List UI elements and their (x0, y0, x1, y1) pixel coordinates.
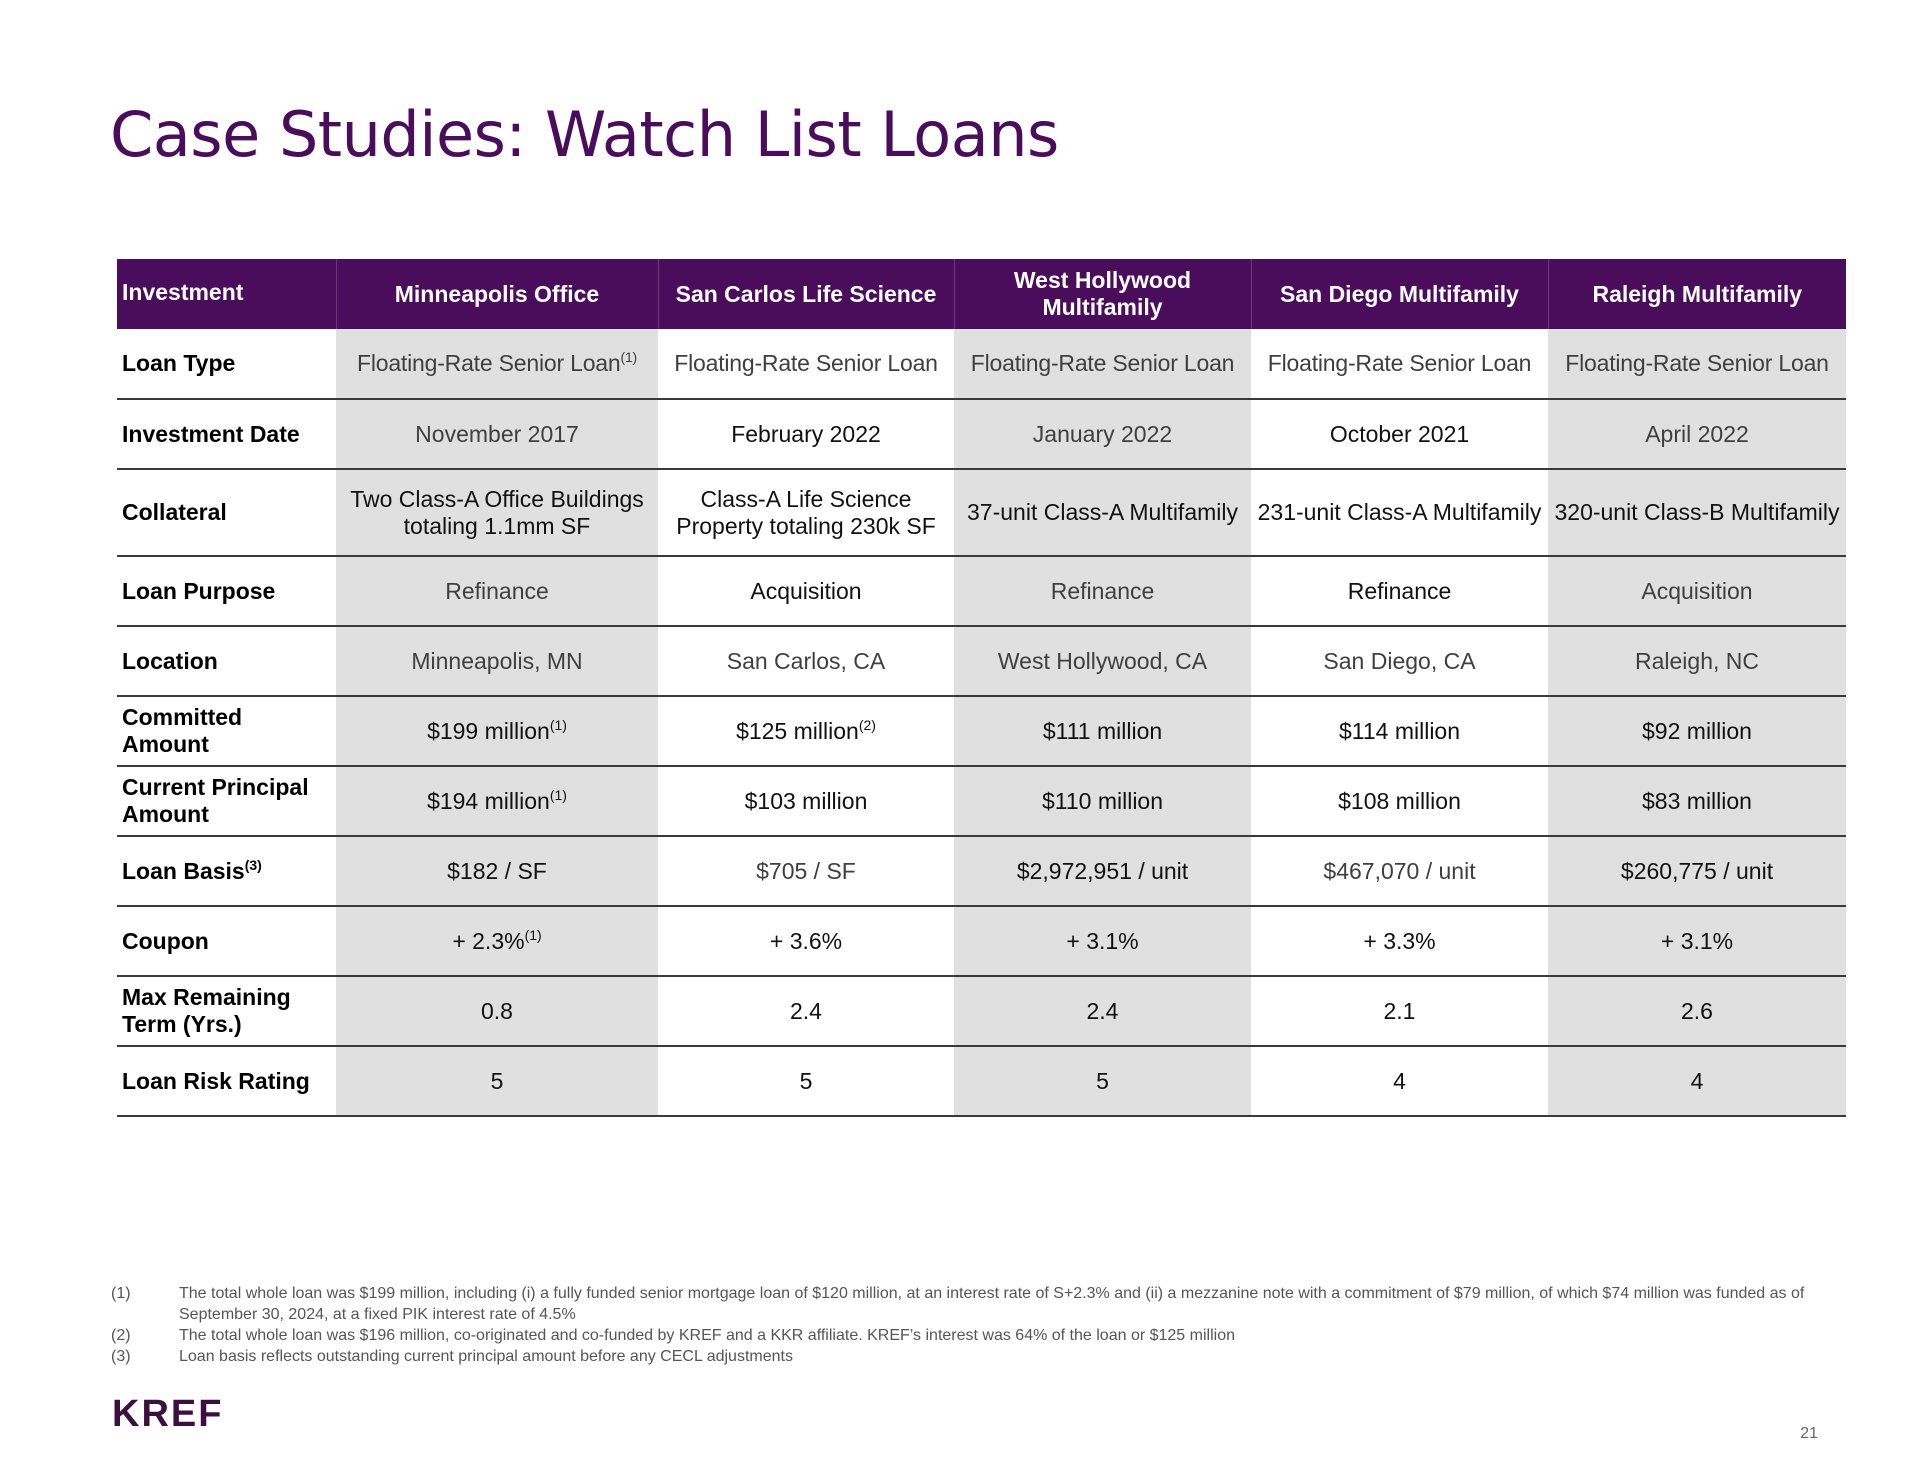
table-cell: 320-unit Class-B Multifamily (1548, 469, 1846, 556)
table-cell: Refinance (336, 556, 658, 626)
table-cell: $114 million (1251, 696, 1548, 766)
table-cell: $108 million (1251, 766, 1548, 836)
table-row (117, 906, 1846, 976)
page-number: 21 (1800, 1425, 1818, 1442)
table-row (117, 976, 1846, 1046)
row-label: Loan Basis$^{(3)}$ (117, 836, 336, 906)
column-header: Minneapolis Office (336, 259, 658, 329)
table-cell: $467,070 / unit (1251, 836, 1548, 906)
footnote-ref: (1) (549, 716, 567, 733)
footnote-ref: (2) (858, 716, 876, 733)
footnote (111, 1346, 1811, 1367)
table-cell: $110 million (954, 766, 1251, 836)
table-row (117, 836, 1846, 906)
table-cell: $194 million$^{(1)}$ (336, 766, 658, 836)
table-cell: + 2.3%$^{(1)}$ (336, 906, 658, 976)
table-cell: $199 million$^{(1)}$ (336, 696, 658, 766)
table-cell: $260,775 / unit (1548, 836, 1846, 906)
row-label: Collateral (117, 469, 336, 556)
table-cell: October 2021 (1251, 399, 1548, 469)
footnotes (111, 1283, 1811, 1367)
footnote-text: The total whole loan was $199 million, including (i) a fully funded senior mortgage loan of $120 million, at an interest rate of S+2.3% and (ii) a mezzanine note with a commitment of $79 million, of which $74 million was funded as of September 30, 2024, at a fixed PIK interest rate of 4.5% (179, 1285, 1805, 1323)
table-cell: 5 (336, 1046, 658, 1116)
table-row (117, 626, 1846, 696)
table-cell: 5 (658, 1046, 954, 1116)
column-header: San Carlos Life Science (658, 259, 954, 329)
footnote-number: (1) (111, 1285, 131, 1302)
table-cell: January 2022 (954, 399, 1251, 469)
table-cell: $103 million (658, 766, 954, 836)
column-header: Raleigh Multifamily (1548, 259, 1846, 329)
table-cell: $705 / SF (658, 836, 954, 906)
row-label: Current Principal Amount (117, 766, 336, 836)
row-label: Location (117, 626, 336, 696)
table-cell: 2.4 (658, 976, 954, 1046)
table-cell: Floating-Rate Senior Loan (954, 329, 1251, 399)
table-cell: 231-unit Class-A Multifamily (1251, 469, 1548, 556)
footnote-ref: (1) (524, 926, 542, 943)
table-cell: + 3.1% (954, 906, 1251, 976)
table-cell: Acquisition (1548, 556, 1846, 626)
table-cell: Refinance (954, 556, 1251, 626)
table-cell: Two Class-A Office Buildings totaling 1.1mm SF (336, 469, 658, 556)
row-label: Coupon (117, 906, 336, 976)
table-row (117, 766, 1846, 836)
table-cell: 2.6 (1548, 976, 1846, 1046)
table-cell: Class-A Life Science Property totaling 230k SF (658, 469, 954, 556)
table-cell: 4 (1548, 1046, 1846, 1116)
table-cell: $92 million (1548, 696, 1846, 766)
table-cell: 2.4 (954, 976, 1251, 1046)
row-label: Investment Date (117, 399, 336, 469)
table-cell: San Diego, CA (1251, 626, 1548, 696)
table-cell: $111 million (954, 696, 1251, 766)
footnote (111, 1325, 1811, 1346)
table-cell: $125 million$^{(2)}$ (658, 696, 954, 766)
table-cell: West Hollywood, CA (954, 626, 1251, 696)
table-row (117, 469, 1846, 556)
footnote-number: (2) (111, 1327, 131, 1344)
footnote-number: (3) (111, 1348, 131, 1365)
table-cell: $83 million (1548, 766, 1846, 836)
footnote (111, 1283, 1811, 1325)
footnote-ref: (3) (244, 856, 262, 873)
table-cell: + 3.1% (1548, 906, 1846, 976)
table-row (117, 556, 1846, 626)
table-cell: 5 (954, 1046, 1251, 1116)
table-cell: Floating-Rate Senior Loan$^{(1)}$ (336, 329, 658, 399)
table-cell: 37-unit Class-A Multifamily (954, 469, 1251, 556)
table-cell: November 2017 (336, 399, 658, 469)
column-header: San Diego Multifamily (1251, 259, 1548, 329)
table-row (117, 696, 1846, 766)
table-cell: + 3.3% (1251, 906, 1548, 976)
table-cell: Refinance (1251, 556, 1548, 626)
row-label: Loan Risk Rating (117, 1046, 336, 1116)
kref-logo: KREF (112, 1393, 224, 1435)
table-cell: February 2022 (658, 399, 954, 469)
table-cell: Raleigh, NC (1548, 626, 1846, 696)
table-row (117, 399, 1846, 469)
page-title: Case Studies: Watch List Loans (110, 98, 1059, 171)
row-label: Loan Purpose (117, 556, 336, 626)
table-row (117, 329, 1846, 399)
footnote-text: The total whole loan was $196 million, co-originated and co-funded by KREF and a KKR affiliate. KREF’s interest was 64% of the loan or $125 million (179, 1327, 1235, 1344)
table-cell: $2,972,951 / unit (954, 836, 1251, 906)
header-label: Investment (117, 259, 336, 329)
footnote-text: Loan basis reflects outstanding current principal amount before any CECL adjustments (179, 1348, 793, 1365)
table-cell: Floating-Rate Senior Loan (1548, 329, 1846, 399)
table-cell: Floating-Rate Senior Loan (1251, 329, 1548, 399)
row-label: Loan Type (117, 329, 336, 399)
row-label: Committed Amount (117, 696, 336, 766)
table-row (117, 1046, 1846, 1116)
row-label: Max Remaining Term (Yrs.) (117, 976, 336, 1046)
table-cell: 0.8 (336, 976, 658, 1046)
table-cell: Floating-Rate Senior Loan (658, 329, 954, 399)
watch-list-table (117, 259, 1846, 1117)
table-cell: + 3.6% (658, 906, 954, 976)
table-cell: $182 / SF (336, 836, 658, 906)
column-header: West Hollywood Multifamily (954, 259, 1251, 329)
table-cell: Acquisition (658, 556, 954, 626)
table-cell: 2.1 (1251, 976, 1548, 1046)
footnote-ref: (1) (549, 786, 567, 803)
table-cell: April 2022 (1548, 399, 1846, 469)
table-header-row (117, 259, 1846, 329)
footnote-ref: (1) (620, 349, 637, 365)
table-cell: 4 (1251, 1046, 1548, 1116)
table-cell: Minneapolis, MN (336, 626, 658, 696)
table-cell: San Carlos, CA (658, 626, 954, 696)
